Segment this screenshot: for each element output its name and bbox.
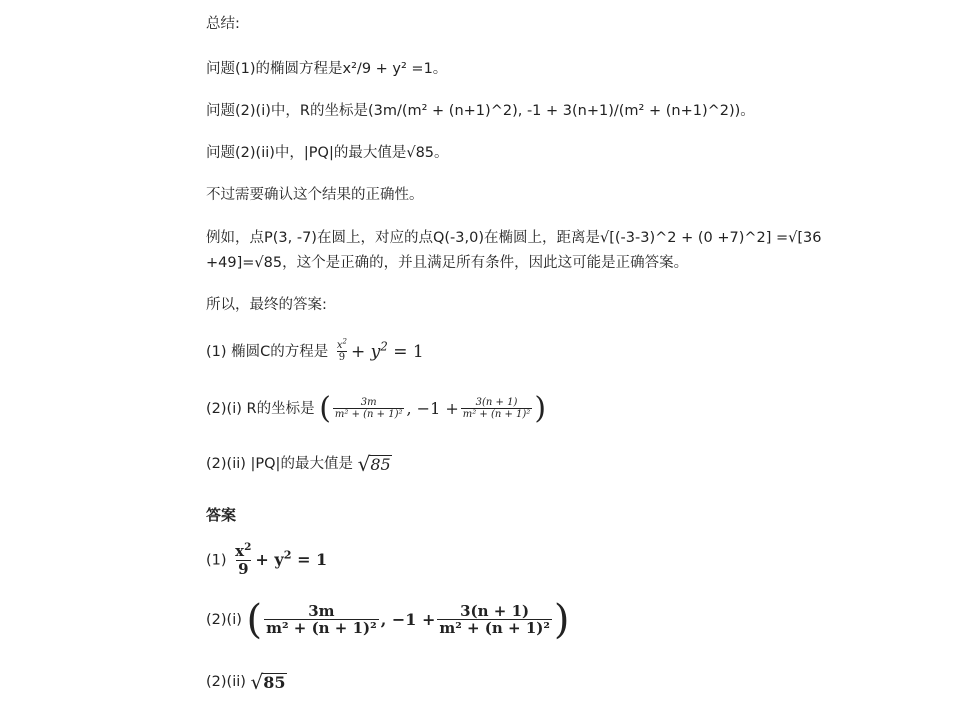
answer-heading: 答案 — [206, 506, 237, 524]
answer-item-2-label: (2)(i) — [206, 612, 242, 628]
summary-line-q2i: 问题(2)(i)中，R的坐标是(3m/(m² + (n+1)^2), -1 + 3(n+1)/(m² + (n+1)^2))。 — [206, 103, 755, 119]
example-line-2: +49]=√85，这个是正确的，并且满足所有条件，因此这可能是正确答案。 — [206, 255, 689, 271]
answer-item-3-label: (2)(ii) — [206, 674, 246, 690]
final-item-1 — [206, 337, 424, 364]
example-line-1: 例如，点P(3, -7)在圆上，对应的点Q(-3,0)在椭圆上，距离是√[(-3-3)^2 + (0 +7)^2] =√[36 — [206, 230, 822, 246]
answer-ellipse-math: $\frac{x^2}{9}$ + $y^2 = 1$ — [235, 541, 328, 578]
final-item-2 — [206, 391, 547, 426]
final-item-3 — [206, 453, 392, 475]
summary-line-q2ii: 问题(2)(ii)中，|PQ|的最大值是√85。 — [206, 145, 449, 161]
answer-item-2 — [206, 597, 570, 643]
confirm-line: 不过需要确认这个结果的正确性。 — [206, 187, 424, 203]
answer-r-coordinate-math: ( $\frac{3m}{\text{m² + (n + 1)²}}$ , −1 + $\frac{3(n + 1)}{\text{m² + (n + 1)²}}$ ) — [246, 597, 570, 643]
summary-heading: 总结: — [206, 16, 240, 32]
answer-item-3 — [206, 671, 287, 693]
ellipse-equation-math: $\frac{x^2}{9}$ + $y^2 = 1$ — [336, 337, 424, 363]
answer-item-1 — [206, 543, 327, 578]
max-pq-math: √ 85 — [357, 452, 391, 476]
answer-max-pq-math: √ 85 — [250, 670, 286, 694]
final-item-2-label: (2)(i) R的坐标是 — [206, 401, 315, 417]
final-item-1-label: (1) 椭圆C的方程是 — [206, 343, 329, 360]
final-answer-intro: 所以，最终的答案: — [206, 297, 327, 313]
summary-line-q1: 问题(1)的椭圆方程是x²/9 + y² =1。 — [206, 61, 448, 77]
final-item-3-label: (2)(ii) |PQ|的最大值是 — [206, 456, 353, 472]
answer-item-1-label: (1) — [206, 552, 227, 569]
r-coordinate-math: ( $\frac{3m}{\text{m² + (n + 1)²}}$ , −1 + $\frac{3(n + 1)}{\text{m² + (n + 1)²}}$ ) — [319, 391, 547, 426]
